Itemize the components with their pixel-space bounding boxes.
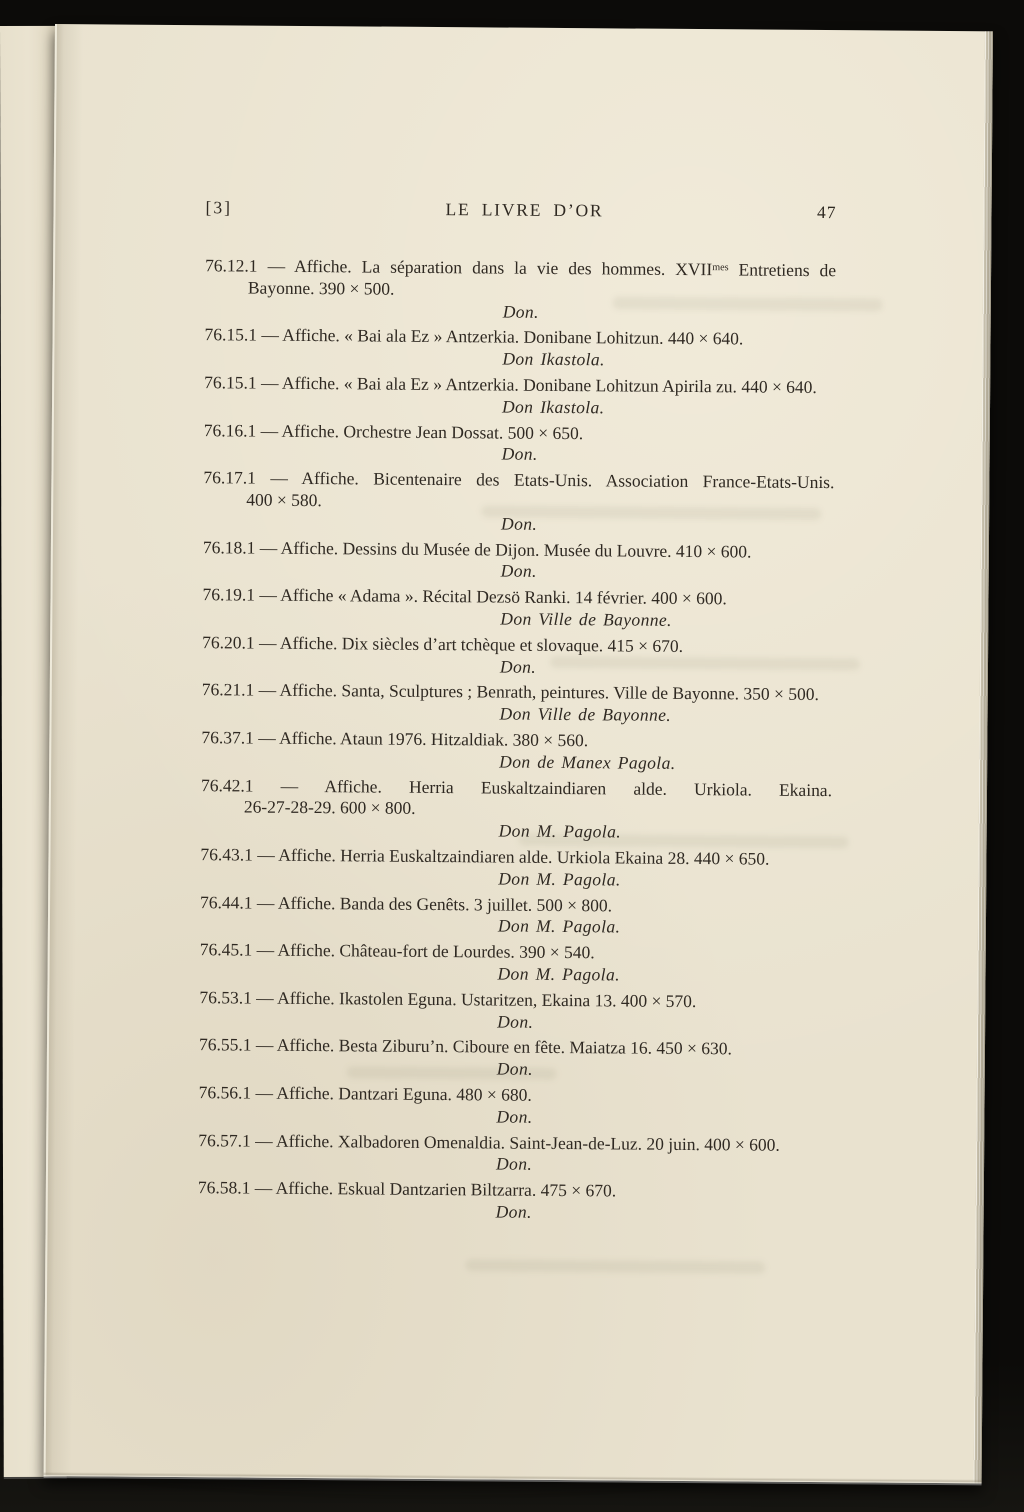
catalog-entry — [199, 939, 830, 988]
entry-body: 76.43.1 — Affiche. Herria Euskaltzaindiaren alde. Urkiola Ekaina 28. 440 × 650. — [200, 844, 770, 869]
entry-attribution: Don. — [501, 513, 538, 534]
entry-id: 76.21.1 — [201, 679, 255, 700]
entry-id: 76.19.1 — [202, 584, 256, 605]
entry-id: 76.58.1 — [197, 1177, 251, 1198]
entry-body: 76.15.1 — Affiche. « Bai ala Ez » Antzerkia. Donibane Lohitzun. 440 × 640. — [204, 324, 744, 349]
entry-id: 76.57.1 — [198, 1129, 251, 1151]
entry-attribution: Don M. Pagola. — [498, 868, 621, 890]
catalog-entry — [199, 1035, 830, 1084]
catalog-entry — [204, 420, 835, 469]
entry-body: 76.37.1 — Affiche. Ataun 1976. Hitzaldiak. 380 × 560. — [201, 727, 589, 751]
catalog-entry — [202, 632, 833, 681]
catalog-entry — [205, 253, 837, 325]
catalog-entry — [200, 892, 831, 941]
entry-attribution: Don. — [500, 560, 537, 582]
entry-body: 76.21.1 — Affiche. Santa, Sculptures ; Benrath, peintures. Ville de Bayonne. 350 × 500. — [201, 679, 820, 705]
entry-attribution: Don. — [496, 1106, 533, 1127]
entry-attribution: Don Ikastola. — [502, 348, 605, 370]
catalog-entry — [198, 1130, 829, 1179]
entry-attribution: Don. — [497, 1011, 534, 1032]
entry-id: 76.44.1 — [200, 891, 253, 913]
entry-body: 76.57.1 — Affiche. Xalbadoren Omenaldia. Saint-Jean-de-Luz. 20 juin. 400 × 600. — [198, 1129, 780, 1155]
entry-body: 76.56.1 — Affiche. Dantzari Eguna. 480 × 680. — [198, 1082, 532, 1105]
entry-attribution: Don. — [495, 1201, 532, 1222]
entry-body: 76.17.1 — Affiche. Bicentenaire des Etats-Unis. Association France-Etats-Unis. 400 × 580. — [203, 467, 835, 511]
entry-id: 76.43.1 — [200, 844, 254, 865]
catalog-entry — [201, 727, 832, 776]
entry-id: 76.45.1 — [199, 939, 253, 960]
entry-attribution: Don. — [499, 656, 537, 677]
entry-attribution: Don Ville de Bayonne. — [500, 608, 672, 630]
catalog-entry — [202, 680, 833, 729]
entry-id: 76.37.1 — [201, 727, 254, 748]
entry-id: 76.55.1 — [198, 1034, 252, 1055]
page-header — [205, 197, 836, 223]
entry-id: 76.17.1 — [203, 467, 257, 488]
entry-id: 76.12.1 — [205, 255, 258, 276]
catalog-entry — [199, 987, 830, 1036]
entry-attribution: Don. — [495, 1153, 533, 1175]
catalog-entry — [198, 1082, 829, 1131]
entry-body: 76.18.1 — Affiche. Dessins du Musée de Dijon. Musée du Louvre. 410 × 600. — [202, 536, 752, 562]
catalog-entry — [203, 467, 834, 537]
entry-body: 76.12.1 — Affiche. La séparation dans la vie des hommes. $XVII^{mes}$ Entretiens de Bayonne. 390 × 500. — [205, 255, 837, 299]
entry-attribution: Don. — [501, 443, 538, 465]
entry-body: 76.19.1 — Affiche « Adama ». Récital Dezsö Ranki. 14 février. 400 × 600. — [202, 584, 727, 609]
entry-body: 76.44.1 — Affiche. Banda des Genêts. 3 juillet. 500 × 800. — [200, 891, 613, 915]
entry-id: 76.15.1 — [204, 324, 258, 346]
entry-id: 76.53.1 — [199, 986, 252, 1008]
entry-body: 76.53.1 — Affiche. Ikastolen Eguna. Ustaritzen, Ekaina 13. 400 × 570. — [199, 986, 697, 1011]
page-number: 47 — [816, 201, 837, 223]
catalog-entry — [202, 584, 833, 633]
catalog-entry — [198, 1177, 829, 1226]
catalog-entry — [200, 844, 831, 893]
catalog-entry — [201, 775, 832, 845]
catalog-entry — [204, 325, 835, 374]
entry-attribution: Don M. Pagola. — [497, 915, 621, 937]
entry-id: 76.42.1 — [200, 774, 254, 796]
entry-attribution: Don Ville de Bayonne. — [499, 703, 672, 726]
catalog-entry — [204, 372, 835, 421]
entry-body: 76.55.1 — Affiche. Besta Ziburu’n. Ciboure en fête. Maiatza 16. 450 × 630. — [198, 1034, 733, 1059]
entry-body: 76.58.1 — Affiche. Eskual Dantzarien Biltzarra. 475 × 670. — [197, 1177, 617, 1201]
entry-attribution: Don de Manex Pagola. — [499, 751, 676, 773]
entry-body: 76.20.1 — Affiche. Dix siècles d’art tchèque et slovaque. 415 × 670. — [202, 631, 684, 656]
running-title: LE LIVRE D’OR — [445, 199, 604, 221]
entry-id: 76.56.1 — [198, 1082, 252, 1103]
entry-id: 76.16.1 — [203, 419, 257, 441]
entry-attribution: Don M. Pagola. — [497, 963, 621, 985]
entry-attribution: Don M. Pagola. — [498, 820, 622, 842]
catalog-entry — [203, 537, 834, 586]
entry-list — [198, 253, 837, 1230]
entry-attribution: Don. — [496, 1058, 534, 1079]
book-page — [44, 24, 993, 1483]
page-stack-edges — [974, 31, 993, 1483]
entry-attribution: Don. — [502, 301, 539, 322]
entry-body: 76.16.1 — Affiche. Orchestre Jean Dossat. 500 × 650. — [203, 419, 584, 443]
entry-body: 76.45.1 — Affiche. Château-fort de Lourdes. 390 × 540. — [199, 939, 595, 963]
entry-id: 76.15.1 — [204, 372, 257, 393]
entry-id: 76.20.1 — [202, 631, 255, 653]
entry-body: 76.15.1 — Affiche. « Bai ala Ez » Antzerkia. Donibane Lohitzun Apirila zu. 440 × 640. — [204, 372, 817, 398]
entry-id: 76.18.1 — [202, 536, 256, 558]
entry-body: 76.42.1 — Affiche. Herria Euskaltzaindiaren alde. Urkiola. Ekaina. 26-27-28-29. 600 × 800. — [200, 774, 833, 819]
section-marker: [3] — [205, 197, 233, 218]
entry-attribution: Don Ikastola. — [501, 396, 605, 418]
ink-showthrough — [465, 1259, 765, 1273]
